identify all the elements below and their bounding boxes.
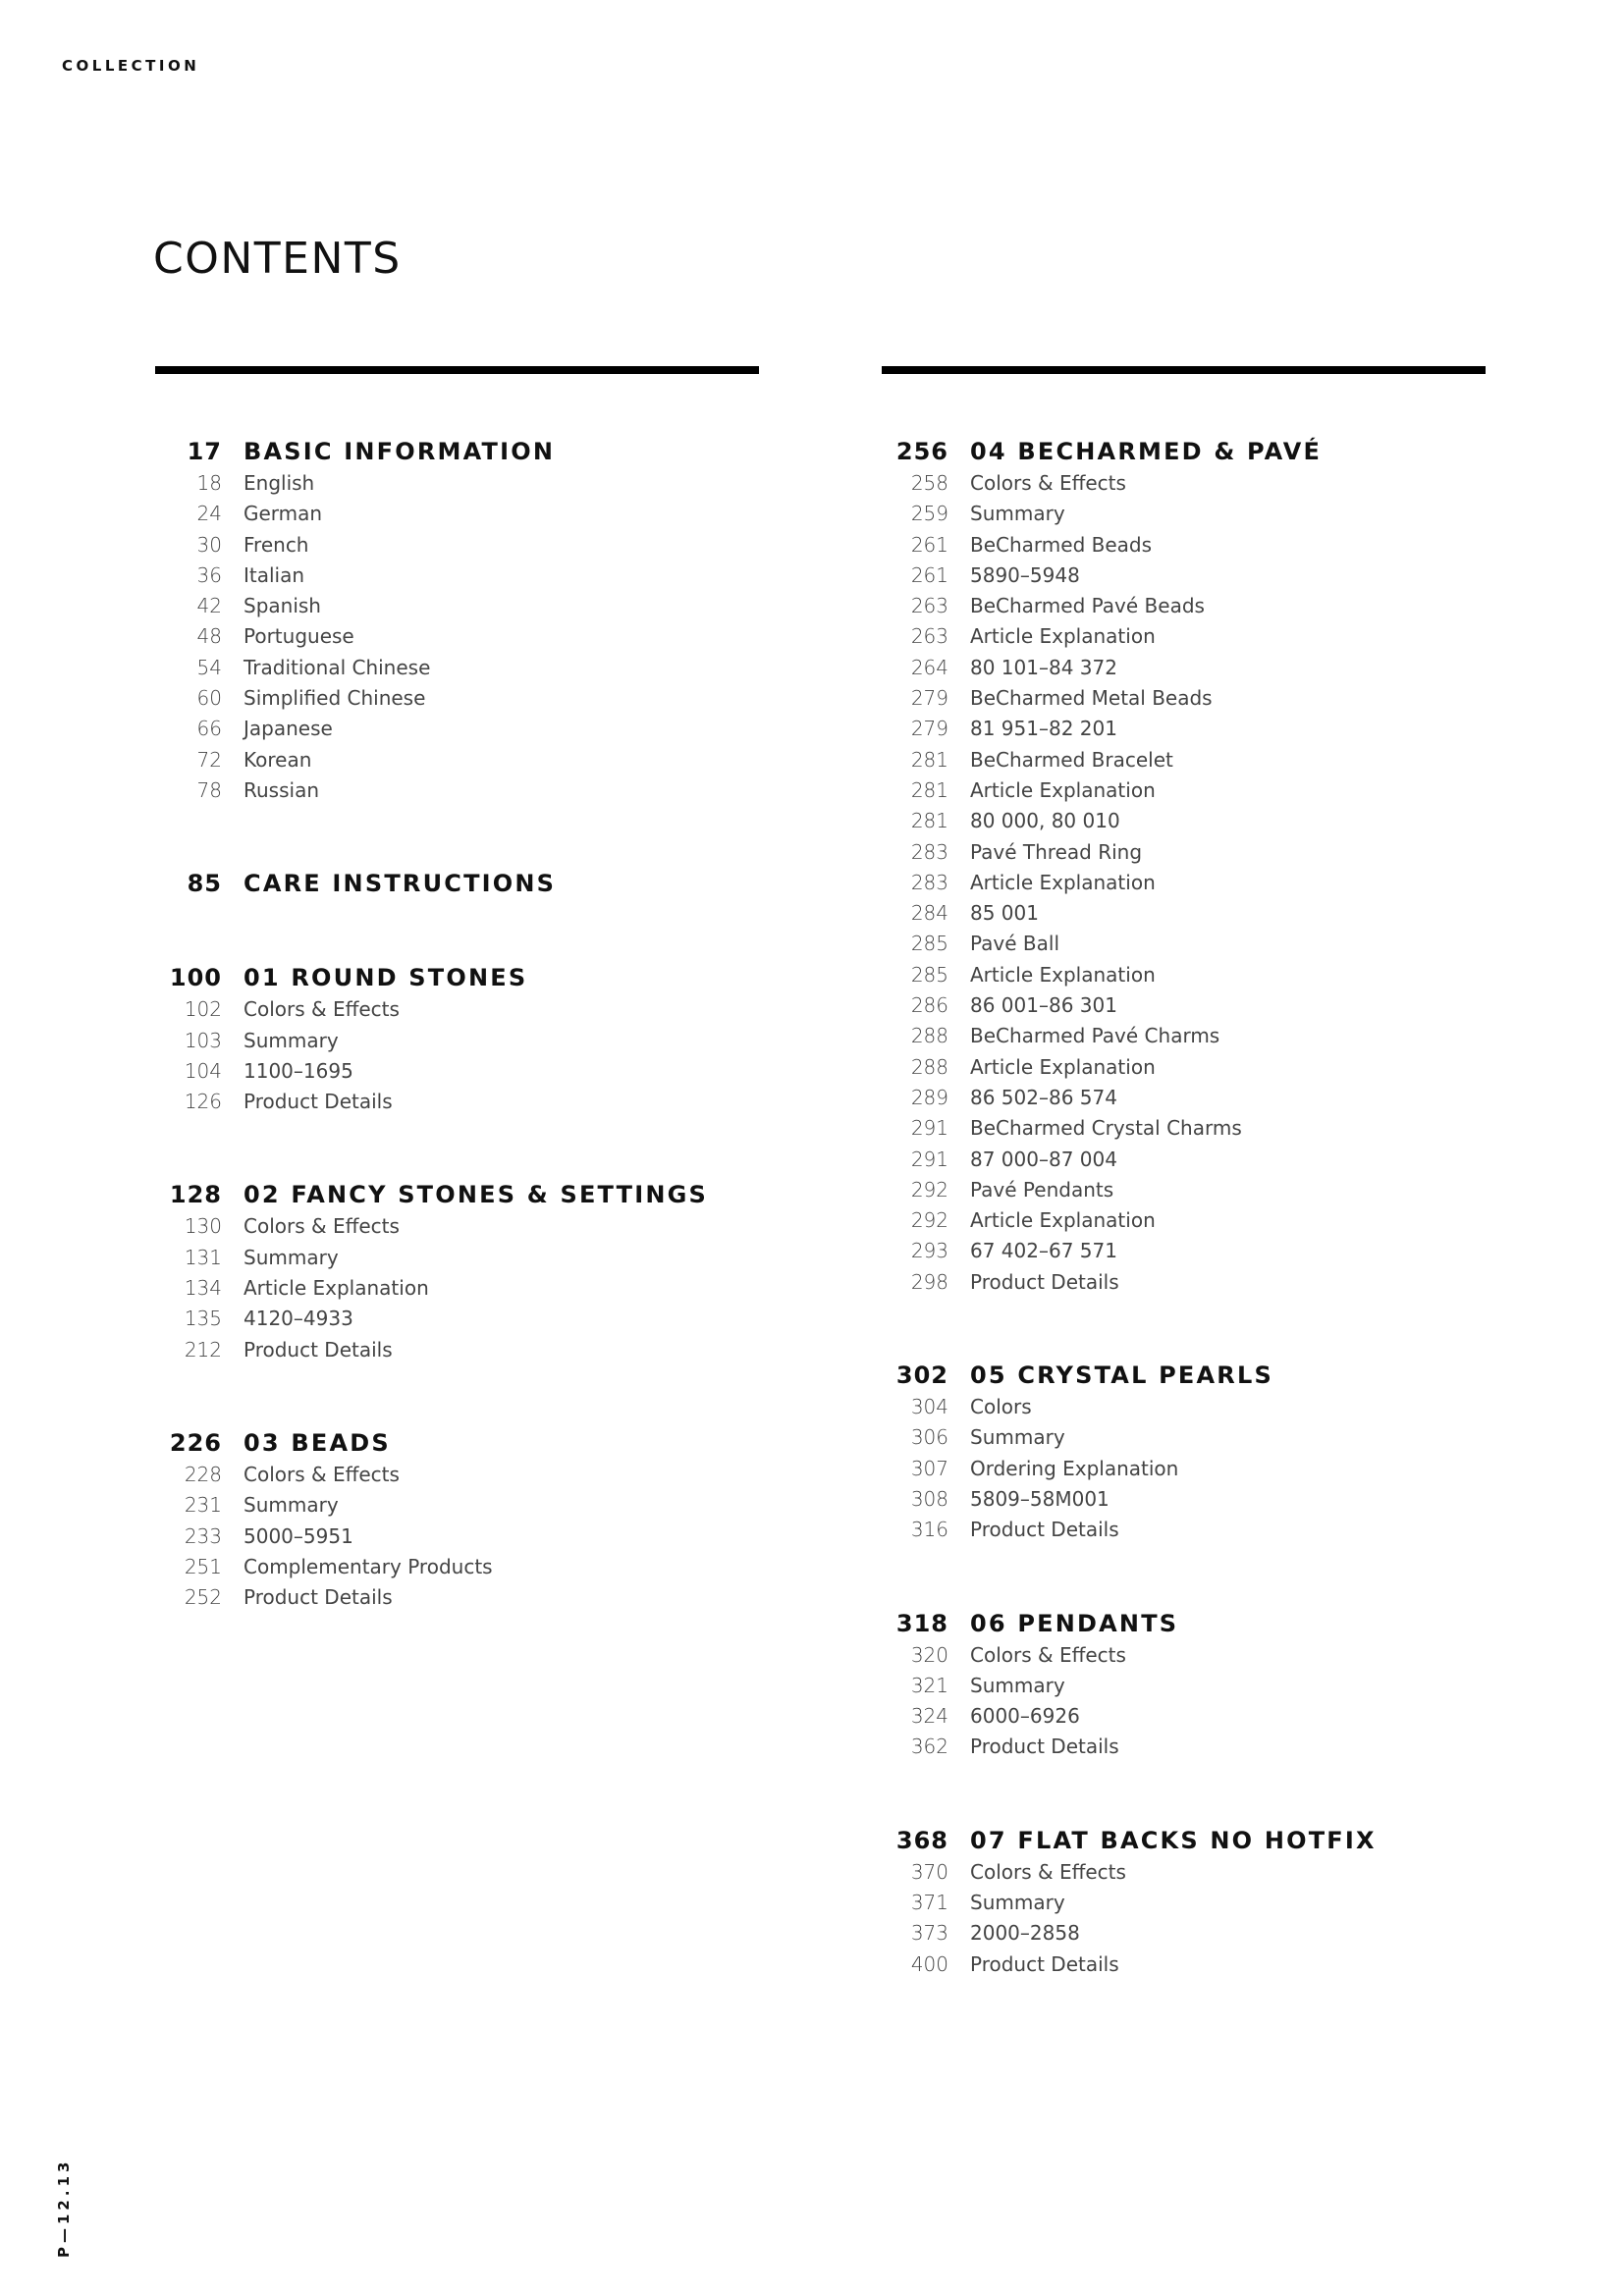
entry-title: Colors & Effects — [970, 1642, 1126, 1667]
entry-page-number: 308 — [910, 1486, 948, 1511]
toc-entry[interactable] — [882, 1518, 1377, 1548]
entry-title: Article Explanation — [970, 1054, 1156, 1079]
entry-page-number: 126 — [184, 1090, 222, 1114]
entry-title: BeCharmed Beads — [970, 532, 1153, 557]
entry-page-number: 281 — [910, 809, 948, 833]
section-page-number: 302 — [895, 1362, 948, 1390]
section-title: BASIC INFORMATION — [244, 438, 556, 465]
right-column-divider — [882, 366, 1486, 374]
toc-entry[interactable] — [882, 1704, 1377, 1735]
toc-entry[interactable] — [155, 1493, 708, 1523]
section-page-number: 256 — [895, 438, 948, 465]
toc-column-left — [155, 438, 708, 1677]
entry-page-number: 252 — [184, 1585, 222, 1610]
entry-title: Summary — [970, 1890, 1065, 1914]
toc-entry[interactable] — [155, 1090, 708, 1120]
entry-title: Traditional Chinese — [244, 655, 431, 679]
toc-entry[interactable] — [155, 1524, 708, 1555]
entry-page-number: 362 — [910, 1735, 948, 1759]
toc-entry[interactable] — [882, 1178, 1377, 1208]
page-title: CONTENTS — [153, 234, 402, 284]
section-title: 05 CRYSTAL PEARLS — [970, 1362, 1273, 1390]
entry-title: BeCharmed Bracelet — [970, 747, 1173, 772]
toc-entry[interactable] — [882, 1643, 1377, 1674]
entry-page-number: 251 — [184, 1554, 222, 1578]
toc-section-heading[interactable] — [155, 1181, 708, 1214]
toc-entry[interactable] — [882, 871, 1377, 901]
entry-page-number: 373 — [910, 1921, 948, 1946]
entry-title: Product Details — [970, 1735, 1119, 1759]
toc-section-heading[interactable] — [882, 1827, 1377, 1860]
entry-title: 5000–5951 — [244, 1523, 353, 1548]
entry-title: 80 101–84 372 — [970, 655, 1117, 679]
entry-title: Product Details — [244, 1585, 393, 1610]
entry-title: Pavé Ball — [970, 932, 1060, 956]
entry-page-number: 293 — [910, 1239, 948, 1263]
entry-title: Complementary Products — [244, 1554, 493, 1578]
toc-entry[interactable] — [155, 1246, 708, 1276]
entry-title: Spanish — [244, 594, 321, 618]
entry-page-number: 66 — [196, 717, 222, 741]
entry-page-number: 288 — [910, 1024, 948, 1048]
entry-page-number: 286 — [910, 993, 948, 1018]
toc-entry[interactable] — [882, 1116, 1377, 1147]
entry-page-number: 281 — [910, 777, 948, 802]
entry-page-number: 400 — [910, 1951, 948, 1976]
toc-entry[interactable] — [155, 1276, 708, 1307]
entry-page-number: 285 — [910, 962, 948, 987]
toc-entry[interactable] — [882, 1735, 1377, 1765]
toc-section-heading[interactable] — [155, 964, 708, 997]
toc-entry[interactable] — [155, 533, 708, 563]
entry-title: Article Explanation — [970, 1208, 1156, 1233]
entry-page-number: 281 — [910, 747, 948, 772]
entry-page-number: 130 — [184, 1214, 222, 1239]
collection-label: COLLECTION — [62, 57, 200, 75]
toc-entry[interactable] — [882, 1425, 1377, 1456]
toc-entry[interactable] — [882, 656, 1377, 686]
toc-entry[interactable] — [882, 1860, 1377, 1891]
entry-page-number: 30 — [196, 532, 222, 557]
entry-page-number: 135 — [184, 1307, 222, 1331]
entry-page-number: 212 — [184, 1337, 222, 1362]
entry-page-number: 284 — [910, 901, 948, 926]
entry-title: 4120–4933 — [244, 1307, 353, 1331]
entry-title: BeCharmed Pavé Charms — [970, 1024, 1220, 1048]
toc-entry[interactable] — [155, 1463, 708, 1493]
toc-entry[interactable] — [882, 1395, 1377, 1425]
entry-title: Colors & Effects — [970, 1859, 1126, 1884]
toc-entry[interactable] — [155, 563, 708, 594]
entry-title: 80 000, 80 010 — [970, 809, 1120, 833]
toc-section-heading[interactable] — [155, 1429, 708, 1463]
toc-section-heading[interactable] — [155, 870, 708, 903]
entry-title: 81 951–82 201 — [970, 717, 1117, 741]
entry-page-number: 288 — [910, 1054, 948, 1079]
toc-entry[interactable] — [882, 1270, 1377, 1301]
page-number: P—12.13 — [55, 2158, 73, 2258]
toc-entry[interactable] — [882, 1086, 1377, 1116]
toc-entry[interactable] — [155, 1338, 708, 1368]
entry-title: 86 001–86 301 — [970, 993, 1117, 1018]
section-title: 04 BECHARMED & PAVÉ — [970, 438, 1323, 465]
entry-title: Colors & Effects — [244, 1462, 400, 1486]
entry-title: Russian — [244, 777, 320, 802]
entry-title: Korean — [244, 747, 312, 772]
entry-page-number: 131 — [184, 1245, 222, 1269]
section-title: 07 FLAT BACKS NO HOTFIX — [970, 1826, 1377, 1854]
section-title: 02 FANCY STONES & SETTINGS — [244, 1181, 709, 1209]
left-column-divider — [155, 366, 759, 374]
entry-page-number: 24 — [196, 502, 222, 526]
toc-entry[interactable] — [882, 778, 1377, 809]
toc-section — [882, 1610, 1377, 1766]
entry-page-number: 134 — [184, 1276, 222, 1301]
section-page-number: 128 — [169, 1181, 222, 1209]
entry-page-number: 285 — [910, 932, 948, 956]
toc-entry[interactable] — [882, 901, 1377, 932]
toc-entry[interactable] — [882, 1148, 1377, 1178]
entry-title: Italian — [244, 562, 305, 587]
toc-entry[interactable] — [882, 533, 1377, 563]
toc-entry[interactable] — [155, 778, 708, 809]
toc-entry[interactable] — [882, 1055, 1377, 1086]
toc-entry[interactable] — [882, 1487, 1377, 1518]
toc-entry[interactable] — [882, 686, 1377, 717]
toc-entry[interactable] — [155, 1555, 708, 1585]
entry-title: 87 000–87 004 — [970, 1147, 1117, 1171]
entry-page-number: 78 — [196, 777, 222, 802]
toc-section — [882, 438, 1377, 1301]
entry-title: Summary — [244, 1028, 339, 1052]
toc-entry[interactable] — [882, 1024, 1377, 1054]
toc-entry[interactable] — [882, 1239, 1377, 1269]
toc-entry[interactable] — [155, 686, 708, 717]
toc-entry[interactable] — [155, 717, 708, 747]
toc-section — [882, 1362, 1377, 1548]
entry-title: Portuguese — [244, 624, 354, 649]
toc-entry[interactable] — [882, 840, 1377, 871]
entry-title: Article Explanation — [970, 777, 1156, 802]
entry-page-number: 279 — [910, 717, 948, 741]
section-title: 06 PENDANTS — [970, 1609, 1179, 1637]
toc-entry[interactable] — [155, 471, 708, 502]
entry-title: 6000–6926 — [970, 1704, 1080, 1729]
toc-entry[interactable] — [882, 963, 1377, 993]
toc-entry[interactable] — [882, 993, 1377, 1024]
entry-page-number: 289 — [910, 1085, 948, 1109]
toc-entry[interactable] — [882, 932, 1377, 962]
entry-title: Japanese — [244, 717, 333, 741]
entry-title: 67 402–67 571 — [970, 1239, 1117, 1263]
entry-title: Colors & Effects — [244, 1214, 400, 1239]
section-page-number: 226 — [169, 1428, 222, 1457]
toc-section — [155, 964, 708, 1120]
entry-title: Colors — [970, 1395, 1032, 1419]
entry-title: French — [244, 532, 309, 557]
entry-title: 86 502–86 574 — [970, 1085, 1117, 1109]
entry-page-number: 304 — [910, 1395, 948, 1419]
toc-entry[interactable] — [155, 1585, 708, 1616]
entry-page-number: 258 — [910, 471, 948, 495]
toc-entry[interactable] — [882, 1952, 1377, 1983]
entry-page-number: 103 — [184, 1028, 222, 1052]
toc-entry[interactable] — [155, 1059, 708, 1090]
entry-title: 85 001 — [970, 901, 1039, 926]
section-page-number: 17 — [187, 438, 222, 465]
entry-page-number: 306 — [910, 1425, 948, 1450]
toc-entry[interactable] — [882, 471, 1377, 502]
entry-title: German — [244, 502, 323, 526]
entry-page-number: 36 — [196, 562, 222, 587]
entry-page-number: 42 — [196, 594, 222, 618]
entry-title: Colors & Effects — [244, 997, 400, 1022]
entry-page-number: 259 — [910, 502, 948, 526]
entry-page-number: 370 — [910, 1859, 948, 1884]
entry-title: Summary — [244, 1245, 339, 1269]
entry-page-number: 102 — [184, 997, 222, 1022]
entry-title: Summary — [244, 1493, 339, 1518]
entry-title: Article Explanation — [244, 1276, 429, 1301]
entry-page-number: 283 — [910, 870, 948, 894]
entry-title: 5809–58M001 — [970, 1486, 1110, 1511]
entry-title: Pavé Pendants — [970, 1177, 1114, 1201]
toc-section — [155, 1429, 708, 1616]
entry-title: English — [244, 471, 315, 495]
section-title: 01 ROUND STONES — [244, 964, 528, 992]
section-page-number: 318 — [895, 1609, 948, 1637]
toc-entry[interactable] — [882, 1208, 1377, 1239]
entry-page-number: 371 — [910, 1890, 948, 1914]
toc-entry[interactable] — [882, 1891, 1377, 1921]
toc-entry[interactable] — [155, 656, 708, 686]
entry-page-number: 264 — [910, 655, 948, 679]
entry-title: BeCharmed Pavé Beads — [970, 594, 1205, 618]
entry-title: BeCharmed Crystal Charms — [970, 1116, 1242, 1141]
toc-entry[interactable] — [155, 1307, 708, 1337]
entry-page-number: 261 — [910, 562, 948, 587]
entry-title: Summary — [970, 1425, 1065, 1450]
toc-entry[interactable] — [882, 563, 1377, 594]
toc-section — [155, 438, 708, 809]
toc-entry[interactable] — [882, 624, 1377, 655]
toc-entry[interactable] — [155, 1029, 708, 1059]
entry-page-number: 54 — [196, 655, 222, 679]
toc-entry[interactable] — [882, 717, 1377, 747]
entry-page-number: 292 — [910, 1177, 948, 1201]
toc-section-heading[interactable] — [155, 438, 708, 471]
entry-title: Summary — [970, 502, 1065, 526]
toc-entry[interactable] — [882, 809, 1377, 839]
entry-title: Simplified Chinese — [244, 686, 426, 711]
entry-page-number: 60 — [196, 686, 222, 711]
toc-entry[interactable] — [155, 624, 708, 655]
toc-entry[interactable] — [882, 748, 1377, 778]
toc-entry[interactable] — [155, 748, 708, 778]
entry-title: Article Explanation — [970, 870, 1156, 894]
entry-page-number: 72 — [196, 747, 222, 772]
toc-section-heading[interactable] — [882, 1610, 1377, 1643]
entry-page-number: 291 — [910, 1147, 948, 1171]
toc-section-heading[interactable] — [882, 1362, 1377, 1395]
entry-title: Article Explanation — [970, 624, 1156, 649]
toc-entry[interactable] — [882, 594, 1377, 624]
entry-page-number: 307 — [910, 1456, 948, 1480]
entry-title: 2000–2858 — [970, 1921, 1080, 1946]
entry-page-number: 48 — [196, 624, 222, 649]
entry-page-number: 18 — [196, 471, 222, 495]
entry-page-number: 263 — [910, 624, 948, 649]
entry-title: BeCharmed Metal Beads — [970, 686, 1213, 711]
toc-section — [155, 1181, 708, 1367]
section-page-number: 85 — [187, 870, 222, 898]
toc-entry[interactable] — [155, 594, 708, 624]
entry-title: Product Details — [970, 1951, 1119, 1976]
toc-entry[interactable] — [882, 1674, 1377, 1704]
toc-section — [155, 870, 708, 903]
entry-title: Product Details — [244, 1090, 393, 1114]
entry-title: Pavé Thread Ring — [970, 839, 1143, 864]
entry-title: Product Details — [970, 1518, 1119, 1542]
section-title: CARE INSTRUCTIONS — [244, 870, 557, 898]
entry-page-number: 320 — [910, 1642, 948, 1667]
entry-page-number: 298 — [910, 1269, 948, 1294]
section-title: 03 BEADS — [244, 1428, 391, 1457]
entry-page-number: 324 — [910, 1704, 948, 1729]
entry-title: Ordering Explanation — [970, 1456, 1179, 1480]
toc-section — [882, 1827, 1377, 1983]
entry-page-number: 228 — [184, 1462, 222, 1486]
toc-entry[interactable] — [882, 1457, 1377, 1487]
entry-page-number: 283 — [910, 839, 948, 864]
entry-page-number: 261 — [910, 532, 948, 557]
section-page-number: 100 — [169, 964, 222, 992]
entry-page-number: 233 — [184, 1523, 222, 1548]
toc-entry[interactable] — [882, 502, 1377, 532]
toc-entry[interactable] — [155, 502, 708, 532]
toc-entry[interactable] — [155, 997, 708, 1028]
entry-title: 1100–1695 — [244, 1058, 353, 1083]
entry-page-number: 263 — [910, 594, 948, 618]
toc-column-right — [882, 438, 1377, 2044]
entry-title: Product Details — [244, 1337, 393, 1362]
entry-title: Product Details — [970, 1269, 1119, 1294]
entry-title: Colors & Effects — [970, 471, 1126, 495]
entry-page-number: 291 — [910, 1116, 948, 1141]
entry-page-number: 104 — [184, 1058, 222, 1083]
toc-entry[interactable] — [882, 1921, 1377, 1951]
entry-title: 5890–5948 — [970, 562, 1080, 587]
entry-page-number: 292 — [910, 1208, 948, 1233]
entry-title: Article Explanation — [970, 962, 1156, 987]
entry-page-number: 316 — [910, 1518, 948, 1542]
entry-page-number: 279 — [910, 686, 948, 711]
entry-page-number: 321 — [910, 1673, 948, 1697]
section-page-number: 368 — [895, 1826, 948, 1854]
entry-page-number: 231 — [184, 1493, 222, 1518]
toc-section-heading[interactable] — [882, 438, 1377, 471]
entry-title: Summary — [970, 1673, 1065, 1697]
toc-entry[interactable] — [155, 1214, 708, 1245]
